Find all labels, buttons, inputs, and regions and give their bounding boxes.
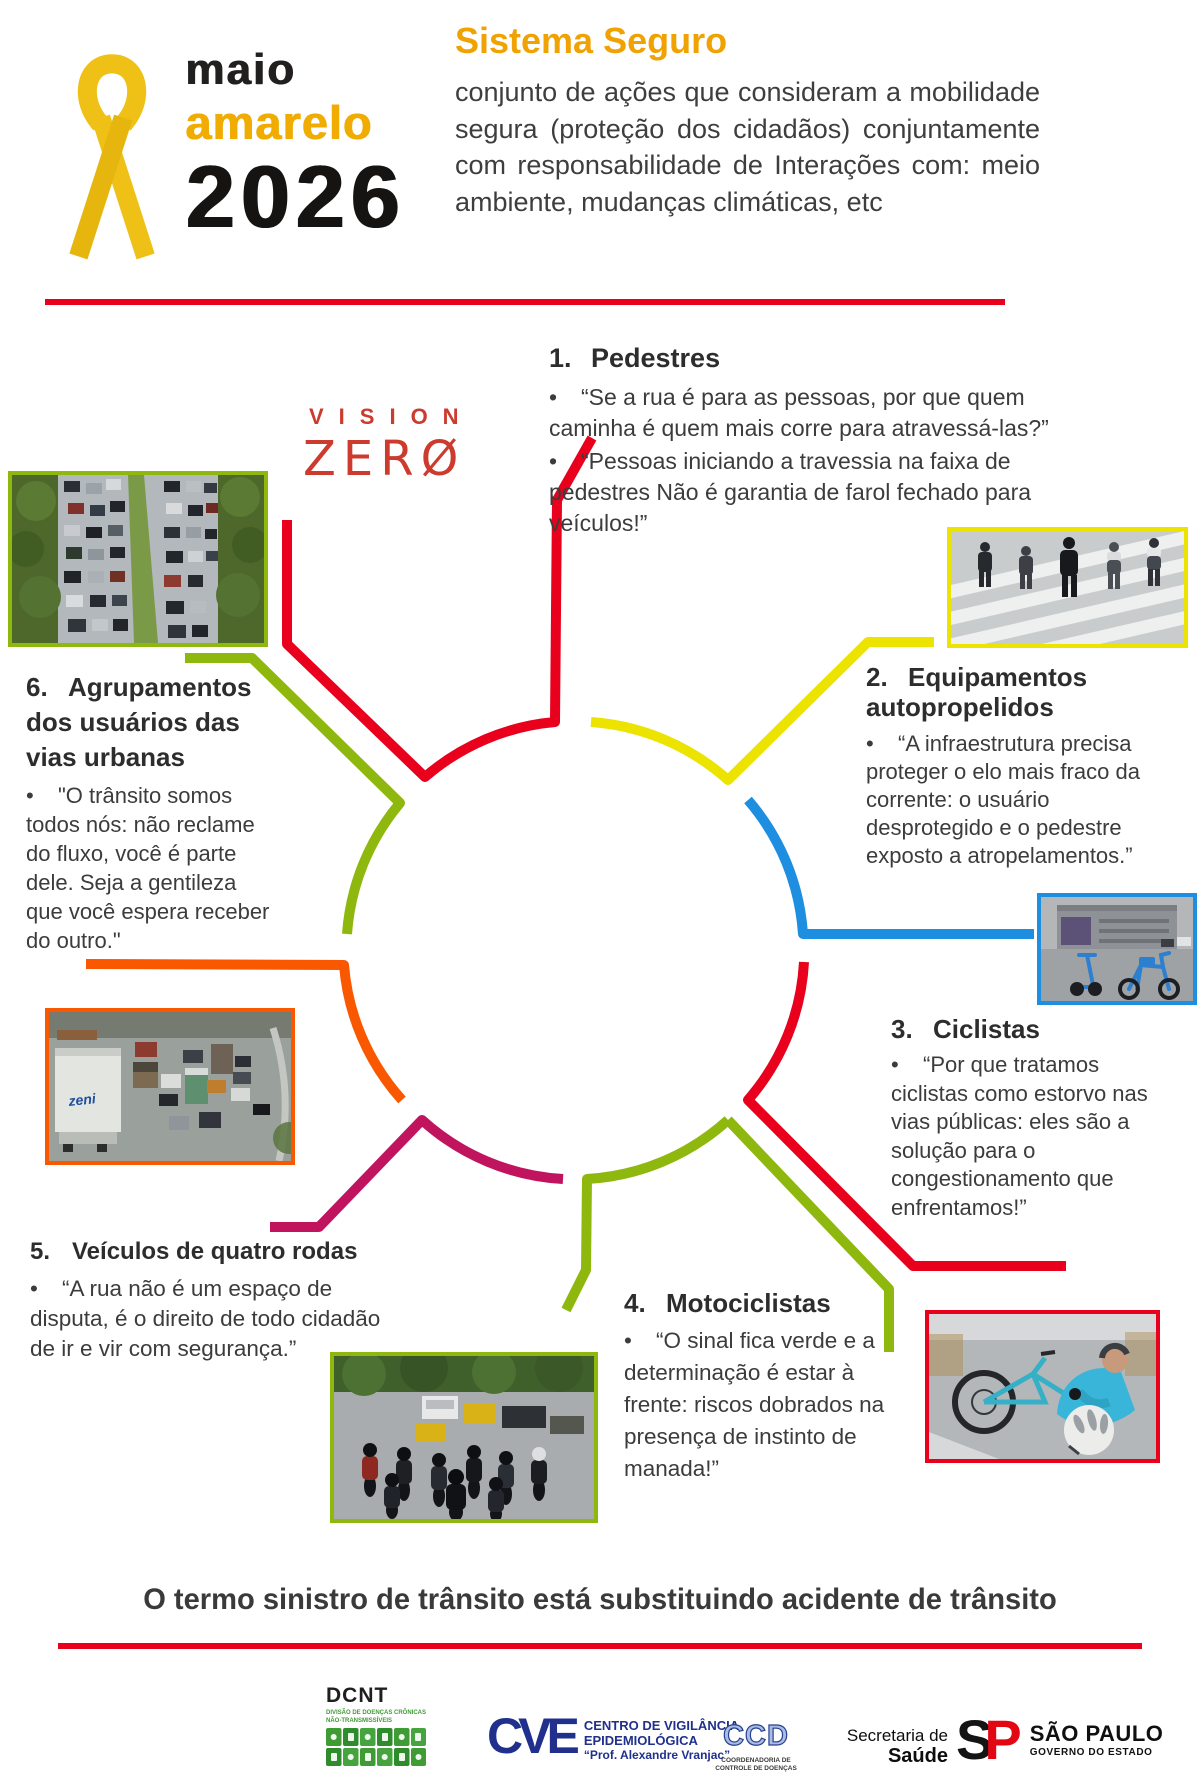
ccd-logo (708, 1720, 804, 1773)
photo-crosswalk-art (951, 531, 1184, 644)
header-block (455, 20, 1040, 220)
dcnt-title: DCNT (326, 1684, 389, 1707)
sp-name: SÃO PAULO (1029, 1720, 1164, 1746)
section-bullet: • “O sinal fica verde e a determinação é estar à frente: riscos dobrados na presença de instinto de manada!” (624, 1325, 886, 1485)
cve-logo (487, 1708, 740, 1764)
logo-word-maio: maio (185, 45, 296, 94)
cve-line1: CENTRO DE VIGILÂNCIA (583, 1718, 740, 1733)
ccd-line2: CONTROLE DE DOENÇAS (715, 1765, 797, 1772)
line-four-wheels (270, 1120, 563, 1227)
photo-fallen-cyclist (925, 1310, 1160, 1463)
page-title: Sistema Seguro (455, 20, 728, 61)
ccd-line1: COORDENADORIA DE (721, 1757, 791, 1764)
secretaria-saude-label (812, 1726, 948, 1767)
logo-word-amarelo: amarelo (185, 96, 373, 149)
section-title: Agrupamentos dos usuários das vias urbanas (26, 672, 252, 772)
vision-zero-line2: ZERØ (303, 431, 466, 487)
photo-traffic-jam-art (12, 475, 264, 643)
photo-shared-scooters (1037, 893, 1197, 1005)
section-bullet: • “A rua não é um espaço de disputa, é o direito de todo cidadão de ir e vir com segurança.” (30, 1274, 408, 1364)
photo-scooters-art (1041, 897, 1193, 1001)
photo-motorcyclists (330, 1352, 598, 1523)
bottom-divider (58, 1643, 1142, 1649)
section-equipamentos-autopropelidos (866, 662, 1162, 870)
dcnt-pictogram-grid (326, 1728, 426, 1766)
section-ciclistas (891, 1014, 1153, 1222)
section-title: Equipamentos autopropelidos (866, 662, 1088, 722)
section-bullet: • “Se a rua é para as pessoas, por que quem caminha é quem mais corre para atravessá-las?” (549, 382, 1094, 444)
awareness-ribbon-icon (56, 50, 168, 268)
section-title: Pedestres (591, 343, 721, 373)
cve-line2: EPIDEMIOLÓGICA (583, 1733, 698, 1748)
page-description: conjunto de ações que consideram a mobilidade segura (proteção dos cidadãos) conjuntamente com responsabilidade de Interações com: meio ambiente, mudanças climáticas, etc (455, 77, 1040, 217)
section-title: Motociclistas (666, 1288, 831, 1318)
cve-line3: “Prof. Alexandre Vranjac” (583, 1748, 731, 1762)
section-bullet: • "O trânsito somos todos nós: não reclame do fluxo, você é parte dele. Seja a gentileza que você espera receber do outro." (26, 781, 276, 955)
section-agrupamentos-usuarios (26, 670, 276, 955)
line-motorcyclists (566, 1120, 728, 1310)
campaign-logo (185, 45, 405, 246)
secretaria-line1: Secretaria de (846, 1726, 948, 1745)
section-bullet: • “A infraestrutura precisa proteger o elo mais fraco da corrente: o usuário desprotegido e o pedestre exposto a atropelamentos.” (866, 730, 1162, 870)
photo-motorcyclists-art (334, 1356, 594, 1519)
bottom-banner-text: O termo sinistro de trânsito está substituindo acidente de trânsito (143, 1583, 1057, 1616)
section-pedestres (549, 343, 1094, 539)
sao-paulo-government-logo (956, 1708, 1164, 1771)
line-pedestrians (287, 438, 592, 777)
section-motociclistas (624, 1288, 886, 1485)
sp-subtitle: GOVERNO DO ESTADO (1029, 1746, 1153, 1758)
truck-brand-label: zeni (67, 1090, 97, 1109)
photo-cyclist-art (929, 1314, 1156, 1459)
dcnt-subtitle: DIVISÃO DE DOENÇAS CRÔNICAS NÃO-TRANSMISSÍVEIS (326, 1710, 427, 1724)
section-number: 6. (26, 672, 48, 702)
section-number: 2. (866, 662, 888, 692)
dcnt-logo (326, 1684, 432, 1771)
photo-truck-traffic (45, 1008, 295, 1165)
photo-trucks-art (49, 1012, 291, 1161)
vision-zero-line1: VISION (309, 404, 474, 429)
section-number: 5. (30, 1238, 51, 1265)
secretaria-line2: Saúde (887, 1745, 948, 1767)
photo-traffic-jam (8, 471, 268, 647)
section-bullet: • “Pessoas iniciando a travessia na faixa de pedestres Não é garantia de farol fechado para veículos!” (549, 446, 1094, 539)
section-number: 4. (624, 1288, 646, 1318)
vision-zero-logo (303, 404, 474, 487)
section-veiculos-quatro-rodas (30, 1238, 408, 1364)
section-title: Ciclistas (933, 1014, 1040, 1044)
section-number: 3. (891, 1014, 913, 1044)
ccd-acronym: CCD (723, 1720, 789, 1752)
logo-year: 2026 (185, 147, 405, 246)
cve-acronym: CVE (487, 1708, 575, 1764)
sp-letter-s: S (956, 1708, 991, 1771)
photo-pedestrian-crosswalk (947, 527, 1188, 648)
section-number: 1. (549, 343, 572, 373)
section-bullet: • “Por que tratamos ciclistas como estorvo nas vias públicas: eles são a solução para o congestionamento que enfrentamos!” (891, 1051, 1153, 1222)
sp-letter-p: P (984, 1708, 1022, 1771)
top-divider (45, 299, 1005, 305)
section-title: Veículos de quatro rodas (72, 1238, 358, 1265)
